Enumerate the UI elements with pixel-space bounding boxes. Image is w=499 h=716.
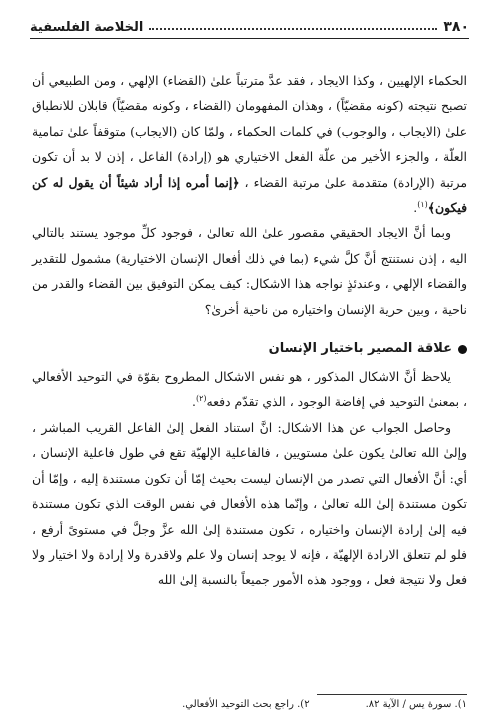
paragraph-text: الحكماء الإلهيين ، وكذا الايجاد ، فقد عدَّ مترتباً علىٰ (القضاء) الإلهي ، ومن الطبيعي أن تصبح نتيجته (كونه مقضيّاً) ، وهذان المفهومان (القضاء ، وكونه مقضيّاً) قابلان للانطباق علىٰ (الايجاب ، والوجوب) في كلمات الحكماء ، ولمّا كان (الايجاب) متوقفاً علىٰ تمامية العلّة ، والجزء الأخير من علّة الفعل الاختياري هو (إرادة) الفاعل ، إذن لا بد أن تكون مرتبة (الإرادة) متقدمة علىٰ مرتبة القضاء ، — [32, 73, 468, 190]
paragraph — [32, 415, 467, 593]
paragraph-text: وحاصل الجواب عن هذا الاشكال: انَّ استناد الفعل إلىٰ الفاعل القريب المباشر ، وإلىٰ الله تعالىٰ يكون علىٰ مستويين ، فالفاعلية الإلهيّة تقع في طول فاعلية الإنسان ، أي: أنَّ الأفعال التي تصدر من الإنسان ليست بحيث إمّا أن تكون مستندة إليه ، وإمّا أن تكون مستندة إلىٰ الله تعالىٰ ، وإنّما هذه الأفعال في نفس الوقت الذي تكون مستندة فيه إلىٰ إرادة الإنسان واختياره ، تكون مستندة إلىٰ الله عزَّ وجلَّ في مستوىً أرفع ، فلو لم تتعلق الارادة الإلهيّة ، فإنه لا يوجد إنسان ولا علم ولاقدرة ولا إرادة ولا اختيار ولا فعل ولا نتيجة فعل ، ووجود هذه الأمور جميعاً بالنسبة إلىٰ الله — [32, 419, 467, 588]
footnote-ref: (١) — [417, 199, 428, 209]
paragraph-text: يلاحظ أنَّ الاشكال المذكور ، هو نفس الاشكال المطروح بقوّة في التوحيد الأفعالي ، بمعنىٰ التوحيد في إفاضة الوجود ، الذي تقدّم دفعه — [32, 369, 467, 410]
paragraph-text: . — [192, 394, 196, 410]
footnote-2: ٢). راجع بحث التوحيد الأفعالي. — [182, 699, 310, 710]
paragraph-text: وبما أنَّ الايجاد الحقيقي مقصور علىٰ الله تعالىٰ ، فوجود كلِّ موجود يستند بالتالي اليه ، إذن نستنتج أنَّ كلَّ شيء (بما في ذلك أفعال الإنسان الاختيارية) مشمول للتقدير والقضاء الإلهي ، وعندئذٍ نواجه هذا الاشكال: كيف يمكن التوفيق بين القضاء والقدر من ناحية ، وبين حرية الإنسان واختياره من ناحية أخرىٰ؟ — [32, 225, 467, 317]
running-header — [30, 14, 469, 39]
footnote-1: ١). سورة يس / الآية ٨٢. — [365, 699, 467, 710]
bullet-icon — [458, 345, 467, 354]
paragraph — [32, 364, 467, 415]
paragraphs-after-heading — [32, 364, 467, 593]
page-number: ٣٨٠ — [443, 19, 469, 35]
footnotes — [32, 698, 467, 712]
section-heading-text: علاقة المصير باختيار الإنسان — [268, 341, 452, 357]
running-title: الخلاصة الفلسفية — [30, 20, 144, 35]
section-heading — [32, 336, 467, 362]
paragraph — [32, 68, 467, 220]
paragraphs-before-heading — [32, 68, 467, 322]
header-dotted-leader — [149, 28, 437, 30]
quran-verse: ﴿إنما أمره إذا أراد شيئاً أن يقول له كن فيكون﴾ — [32, 174, 467, 216]
main-text — [32, 68, 467, 593]
footnote-separator — [317, 694, 467, 695]
paragraph — [32, 220, 467, 322]
footnote-ref: (٢) — [195, 394, 207, 404]
paragraph-text: . — [413, 200, 418, 216]
